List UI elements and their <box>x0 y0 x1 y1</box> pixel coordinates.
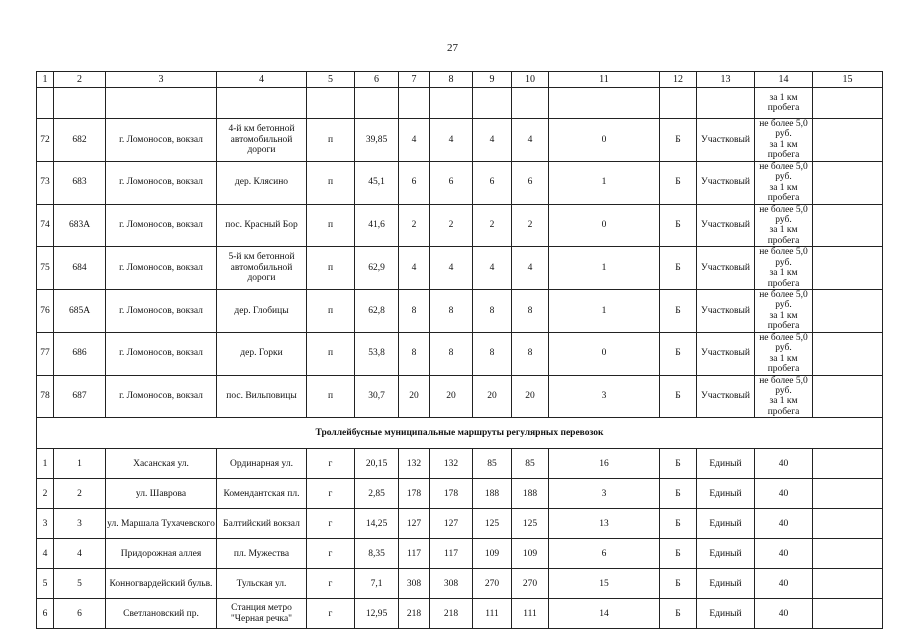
row-number-cell: 72 <box>37 119 54 162</box>
route-type-cell: п <box>307 290 355 333</box>
col9-cell: 125 <box>473 509 512 539</box>
table-row <box>37 509 883 539</box>
section-row <box>37 418 883 449</box>
end-point-cell: 4-й км бетонной автомобильной дороги <box>217 119 307 162</box>
col11-cell: 0 <box>549 119 660 162</box>
price-line: пробега <box>767 193 800 204</box>
col9-cell: 6 <box>473 161 512 204</box>
route-number-cell: 687 <box>54 375 106 418</box>
route-type-cell: п <box>307 332 355 375</box>
col10-cell: 2 <box>512 204 549 247</box>
route-length-cell: 14,25 <box>355 509 399 539</box>
col7-cell: 132 <box>399 449 430 479</box>
col8-cell: 8 <box>430 332 473 375</box>
vehicle-class-cell: Б <box>660 449 697 479</box>
price-line: не более 5,0 <box>759 375 808 386</box>
price-line: за 1 км <box>769 139 798 150</box>
end-point-cell: дер. Горки <box>217 332 307 375</box>
vehicle-class-cell: Б <box>660 375 697 418</box>
vehicle-class-cell: Б <box>660 247 697 290</box>
route-length-cell: 30,7 <box>355 375 399 418</box>
col9-cell: 4 <box>473 247 512 290</box>
col7-cell: 20 <box>399 375 430 418</box>
empty-cell <box>512 88 549 119</box>
col8-cell: 4 <box>430 119 473 162</box>
col7-cell: 308 <box>399 569 430 599</box>
vehicle-class-cell: Б <box>660 569 697 599</box>
header-cell: 9 <box>473 72 512 88</box>
route-length-cell: 62,8 <box>355 290 399 333</box>
start-point-cell: г. Ломоносов, вокзал <box>106 161 217 204</box>
start-point-cell: г. Ломоносов, вокзал <box>106 247 217 290</box>
header-cell: 13 <box>697 72 755 88</box>
route-length-cell: 62,9 <box>355 247 399 290</box>
col7-cell: 6 <box>399 161 430 204</box>
col10-cell: 4 <box>512 119 549 162</box>
price-line: пробега <box>767 150 800 161</box>
section-title: Троллейбусные муниципальные маршруты регулярных перевозок <box>37 418 883 449</box>
tariff-type-cell: Участковый <box>697 204 755 247</box>
row-number-cell: 2 <box>37 479 54 509</box>
end-point-cell: Комендантская пл. <box>217 479 307 509</box>
col7-cell: 178 <box>399 479 430 509</box>
price-line: руб. <box>775 343 792 354</box>
table-row <box>37 479 883 509</box>
route-number-cell: 683А <box>54 204 106 247</box>
empty-cell <box>307 88 355 119</box>
col11-cell: 0 <box>549 332 660 375</box>
col10-cell: 111 <box>512 599 549 629</box>
route-length-cell: 2,85 <box>355 479 399 509</box>
empty-cell <box>813 599 883 629</box>
route-length-cell: 12,95 <box>355 599 399 629</box>
price-line: за 1 км <box>769 310 798 321</box>
price-cell: 40 <box>755 479 813 509</box>
price-cell <box>755 375 813 418</box>
empty-cell <box>355 88 399 119</box>
empty-cell <box>37 88 54 119</box>
route-length-cell: 45,1 <box>355 161 399 204</box>
col8-cell: 308 <box>430 569 473 599</box>
tariff-type-cell: Участковый <box>697 161 755 204</box>
end-point-cell: Балтийский вокзал <box>217 509 307 539</box>
route-length-cell: 41,6 <box>355 204 399 247</box>
price-line: руб. <box>775 129 792 140</box>
price-line: пробега <box>767 103 800 113</box>
empty-cell <box>473 88 512 119</box>
tariff-type-cell: Единый <box>697 539 755 569</box>
price-line: за 1 км <box>769 92 798 103</box>
route-length-cell: 39,85 <box>355 119 399 162</box>
price-cell: 40 <box>755 599 813 629</box>
col9-cell: 2 <box>473 204 512 247</box>
col10-cell: 125 <box>512 509 549 539</box>
col11-cell: 0 <box>549 204 660 247</box>
end-point-cell: дер. Глобицы <box>217 290 307 333</box>
empty-cell <box>813 290 883 333</box>
route-number-cell: 5 <box>54 569 106 599</box>
row-number-cell: 6 <box>37 599 54 629</box>
vehicle-class-cell: Б <box>660 509 697 539</box>
col7-cell: 4 <box>399 119 430 162</box>
start-point-cell: г. Ломоносов, вокзал <box>106 332 217 375</box>
col10-cell: 8 <box>512 332 549 375</box>
col10-cell: 85 <box>512 449 549 479</box>
col7-cell: 8 <box>399 332 430 375</box>
continuation-row <box>37 88 883 119</box>
vehicle-class-cell: Б <box>660 204 697 247</box>
route-length-cell: 20,15 <box>355 449 399 479</box>
route-type-cell: г <box>307 479 355 509</box>
page-number: 27 <box>447 42 458 54</box>
route-number-cell: 684 <box>54 247 106 290</box>
price-line: руб. <box>775 172 792 183</box>
table-row <box>37 599 883 629</box>
table-row <box>37 449 883 479</box>
route-number-cell: 682 <box>54 119 106 162</box>
end-point-cell: Ординарная ул. <box>217 449 307 479</box>
price-cell <box>755 332 813 375</box>
route-type-cell: г <box>307 509 355 539</box>
end-point-cell: пос. Вильповицы <box>217 375 307 418</box>
header-cell: 4 <box>217 72 307 88</box>
col10-cell: 20 <box>512 375 549 418</box>
col9-cell: 8 <box>473 290 512 333</box>
price-cell <box>755 204 813 247</box>
empty-cell <box>430 88 473 119</box>
header-cell: 14 <box>755 72 813 88</box>
col8-cell: 178 <box>430 479 473 509</box>
header-cell: 6 <box>355 72 399 88</box>
header-cell: 1 <box>37 72 54 88</box>
tariff-type-cell: Участковый <box>697 290 755 333</box>
price-line: пробега <box>767 406 800 417</box>
col7-cell: 127 <box>399 509 430 539</box>
row-number-cell: 1 <box>37 449 54 479</box>
price-line: за 1 км <box>769 268 798 279</box>
start-point-cell: ул. Маршала Тухачевского <box>106 509 217 539</box>
col9-cell: 270 <box>473 569 512 599</box>
header-cell: 15 <box>813 72 883 88</box>
end-point-cell: 5-й км бетонной автомобильной дороги <box>217 247 307 290</box>
table-row <box>37 119 883 162</box>
route-length-cell: 7,1 <box>355 569 399 599</box>
col10-cell: 6 <box>512 161 549 204</box>
empty-cell <box>813 161 883 204</box>
col11-cell: 6 <box>549 539 660 569</box>
route-type-cell: п <box>307 247 355 290</box>
row-number-cell: 5 <box>37 569 54 599</box>
vehicle-class-cell: Б <box>660 539 697 569</box>
col9-cell: 111 <box>473 599 512 629</box>
start-point-cell: ул. Шаврова <box>106 479 217 509</box>
empty-cell <box>813 204 883 247</box>
table-row <box>37 569 883 599</box>
row-number-cell: 3 <box>37 509 54 539</box>
empty-cell <box>54 88 106 119</box>
route-number-cell: 686 <box>54 332 106 375</box>
empty-cell <box>217 88 307 119</box>
col9-cell: 20 <box>473 375 512 418</box>
price-line: не более 5,0 <box>759 204 808 215</box>
col8-cell: 132 <box>430 449 473 479</box>
start-point-cell: г. Ломоносов, вокзал <box>106 375 217 418</box>
col10-cell: 109 <box>512 539 549 569</box>
route-type-cell: г <box>307 449 355 479</box>
tariff-type-cell: Участковый <box>697 119 755 162</box>
start-point-cell: Хасанская ул. <box>106 449 217 479</box>
col7-cell: 117 <box>399 539 430 569</box>
end-point-cell: Станция метро "Черная речка" <box>217 599 307 629</box>
price-line: руб. <box>775 257 792 268</box>
table-row <box>37 247 883 290</box>
tariff-type-cell: Единый <box>697 569 755 599</box>
start-point-cell: г. Ломоносов, вокзал <box>106 290 217 333</box>
col10-cell: 4 <box>512 247 549 290</box>
route-type-cell: п <box>307 204 355 247</box>
header-cell: 2 <box>54 72 106 88</box>
table-row <box>37 290 883 333</box>
col11-cell: 15 <box>549 569 660 599</box>
col10-cell: 8 <box>512 290 549 333</box>
start-point-cell: г. Ломоносов, вокзал <box>106 119 217 162</box>
price-cell <box>755 119 813 162</box>
row-number-cell: 4 <box>37 539 54 569</box>
header-cell: 12 <box>660 72 697 88</box>
table-row <box>37 539 883 569</box>
price-line: руб. <box>775 300 792 311</box>
price-cell: 40 <box>755 539 813 569</box>
empty-cell <box>813 332 883 375</box>
route-length-cell: 8,35 <box>355 539 399 569</box>
col11-cell: 13 <box>549 509 660 539</box>
col11-cell: 16 <box>549 449 660 479</box>
vehicle-class-cell: Б <box>660 479 697 509</box>
tariff-type-cell: Единый <box>697 509 755 539</box>
vehicle-class-cell: Б <box>660 290 697 333</box>
col8-cell: 6 <box>430 161 473 204</box>
price-cell: 40 <box>755 509 813 539</box>
end-point-cell: дер. Клясино <box>217 161 307 204</box>
price-line: пробега <box>767 364 800 375</box>
col11-cell: 3 <box>549 375 660 418</box>
empty-cell <box>813 88 883 119</box>
row-number-cell: 76 <box>37 290 54 333</box>
empty-cell <box>399 88 430 119</box>
header-cell: 10 <box>512 72 549 88</box>
start-point-cell: Светлановский пр. <box>106 599 217 629</box>
tariff-type-cell: Единый <box>697 479 755 509</box>
vehicle-class-cell: Б <box>660 332 697 375</box>
price-line: пробега <box>767 321 800 332</box>
empty-cell <box>697 88 755 119</box>
vehicle-class-cell: Б <box>660 161 697 204</box>
header-cell: 5 <box>307 72 355 88</box>
price-cell <box>755 247 813 290</box>
route-type-cell: г <box>307 539 355 569</box>
col9-cell: 109 <box>473 539 512 569</box>
price-line: за 1 км <box>769 225 798 236</box>
empty-cell <box>813 539 883 569</box>
start-point-cell: г. Ломоносов, вокзал <box>106 204 217 247</box>
row-number-cell: 74 <box>37 204 54 247</box>
price-line: за 1 км <box>769 396 798 407</box>
empty-cell <box>813 479 883 509</box>
col8-cell: 117 <box>430 539 473 569</box>
col8-cell: 218 <box>430 599 473 629</box>
col8-cell: 127 <box>430 509 473 539</box>
end-point-cell: пл. Мужества <box>217 539 307 569</box>
route-number-cell: 683 <box>54 161 106 204</box>
header-cell: 8 <box>430 72 473 88</box>
tariff-type-cell: Единый <box>697 449 755 479</box>
price-cell <box>755 88 813 119</box>
empty-cell <box>813 375 883 418</box>
route-type-cell: п <box>307 375 355 418</box>
col7-cell: 4 <box>399 247 430 290</box>
empty-cell <box>813 119 883 162</box>
col8-cell: 20 <box>430 375 473 418</box>
header-cell: 3 <box>106 72 217 88</box>
col11-cell: 1 <box>549 247 660 290</box>
route-number-cell: 2 <box>54 479 106 509</box>
tariff-type-cell: Участковый <box>697 375 755 418</box>
route-type-cell: г <box>307 599 355 629</box>
end-point-cell: пос. Красный Бор <box>217 204 307 247</box>
price-line: за 1 км <box>769 353 798 364</box>
header-cell: 11 <box>549 72 660 88</box>
col8-cell: 2 <box>430 204 473 247</box>
end-point-cell: Тульская ул. <box>217 569 307 599</box>
empty-cell <box>813 247 883 290</box>
tariff-type-cell: Единый <box>697 599 755 629</box>
route-length-cell: 53,8 <box>355 332 399 375</box>
empty-cell <box>549 88 660 119</box>
col11-cell: 14 <box>549 599 660 629</box>
price-line: пробега <box>767 278 800 289</box>
price-cell <box>755 290 813 333</box>
routes-table <box>36 71 883 629</box>
route-number-cell: 1 <box>54 449 106 479</box>
row-number-cell: 78 <box>37 375 54 418</box>
tariff-type-cell: Участковый <box>697 332 755 375</box>
col11-cell: 3 <box>549 479 660 509</box>
table-row <box>37 204 883 247</box>
route-type-cell: п <box>307 161 355 204</box>
row-number-cell: 77 <box>37 332 54 375</box>
empty-cell <box>813 509 883 539</box>
start-point-cell: Придорожная аллея <box>106 539 217 569</box>
empty-cell <box>813 449 883 479</box>
price-cell <box>755 161 813 204</box>
col8-cell: 8 <box>430 290 473 333</box>
col10-cell: 188 <box>512 479 549 509</box>
tariff-type-cell: Участковый <box>697 247 755 290</box>
table-row <box>37 375 883 418</box>
start-point-cell: Конногвардейский бульв. <box>106 569 217 599</box>
route-number-cell: 4 <box>54 539 106 569</box>
route-number-cell: 3 <box>54 509 106 539</box>
header-row <box>37 72 883 88</box>
col11-cell: 1 <box>549 161 660 204</box>
route-type-cell: г <box>307 569 355 599</box>
price-line: руб. <box>775 214 792 225</box>
col9-cell: 8 <box>473 332 512 375</box>
row-number-cell: 73 <box>37 161 54 204</box>
vehicle-class-cell: Б <box>660 119 697 162</box>
price-line: за 1 км <box>769 182 798 193</box>
col10-cell: 270 <box>512 569 549 599</box>
table-row <box>37 332 883 375</box>
price-line: не более 5,0 <box>759 119 808 129</box>
col7-cell: 2 <box>399 204 430 247</box>
col7-cell: 8 <box>399 290 430 333</box>
col7-cell: 218 <box>399 599 430 629</box>
col9-cell: 4 <box>473 119 512 162</box>
col8-cell: 4 <box>430 247 473 290</box>
col11-cell: 1 <box>549 290 660 333</box>
empty-cell <box>813 569 883 599</box>
route-number-cell: 6 <box>54 599 106 629</box>
route-type-cell: п <box>307 119 355 162</box>
vehicle-class-cell: Б <box>660 599 697 629</box>
col9-cell: 188 <box>473 479 512 509</box>
header-cell: 7 <box>399 72 430 88</box>
price-line: не более 5,0 <box>759 332 808 343</box>
price-line: руб. <box>775 385 792 396</box>
row-number-cell: 75 <box>37 247 54 290</box>
price-cell: 40 <box>755 449 813 479</box>
empty-cell <box>660 88 697 119</box>
route-number-cell: 685А <box>54 290 106 333</box>
table-row <box>37 161 883 204</box>
price-line: не более 5,0 <box>759 290 808 300</box>
col9-cell: 85 <box>473 449 512 479</box>
price-line: пробега <box>767 235 800 246</box>
price-cell: 40 <box>755 569 813 599</box>
empty-cell <box>106 88 217 119</box>
price-line: не более 5,0 <box>759 247 808 258</box>
price-line: не более 5,0 <box>759 161 808 172</box>
